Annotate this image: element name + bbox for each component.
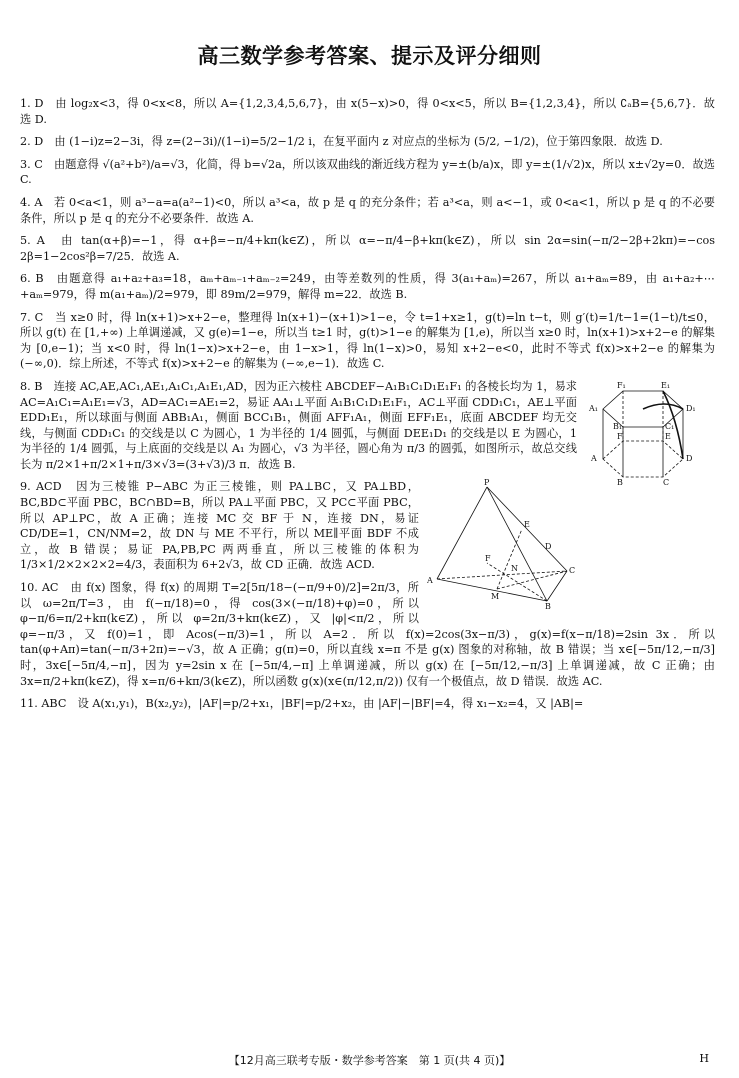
- prism-label: C: [663, 477, 670, 487]
- hexagonal-prism-figure: [585, 379, 715, 487]
- footer-text: 【12月高三联考专版・数学参考答案 第 1 页(共 4 页)】: [228, 1054, 511, 1067]
- pyramid-label: F: [485, 554, 491, 564]
- pyramid-label: P: [484, 479, 490, 488]
- answer-q8: 8. B 连接 AC,AE,AC₁,AE₁,A₁C₁,A₁E₁,AD，因为正六棱柱 ABCDEF−A₁B₁C₁D₁E₁F₁ 的各棱长均为 1，易求 AC=A₁C₁=A₁E₁=√3，AD=AC₁=AE₁=2，易证 AA₁⊥平面 A₁B₁C₁D₁E₁F₁，AC⊥平面 CDD₁C₁，AE⊥平面 EDD₁E₁，所以球面与侧面 ABB₁A₁，侧面 BCC₁B₁，侧面 AFF₁A₁，侧面 EFF₁E₁，底面 ABCDEF 均无交线，与侧面 CDD₁C₁ 的交线是以 C 为圆心，1 为半径的 1/4 圆弧，与侧面 DEE₁D₁ 的交线是以 E 为圆心，1 为半径的 1/4 圆弧，与上底面的交线是以 A₁ 为圆心，√3 为半径，圆心角为 π/3 的圆弧，如图所示，故总交线长为 π/2×1+π/2×1+π/3×√3=(3+√3)/3 π．故选 B.: [20, 379, 577, 471]
- answer-q5: 5. A 由 tan(α+β)=−1，得 α+β=−π/4+kπ(k∈Z)，所以 α=−π/4−β+kπ(k∈Z)，所以 sin 2α=sin(−π/2−2β+2kπ)=−cos 2β=1−2cos²β=7/25．故选 A.: [20, 234, 715, 263]
- prism-label: C₁: [665, 421, 675, 431]
- prism-label: D₁: [686, 403, 696, 413]
- pyramid-label: A: [427, 576, 433, 586]
- prism-label: E: [665, 431, 671, 441]
- prism-label: B: [617, 477, 623, 487]
- answer-q4: 4. A 若 0<a<1，则 a³−a=a(a²−1)<0，所以 a³<a，故 p 是 q 的充分条件；若 a³<a，则 a<−1，或 0<a<1，所以 p 是 q 的不必要条件，所以 p 是 q 的充分不必要条件．故选 A.: [20, 195, 715, 225]
- prism-label: A₁: [589, 403, 598, 413]
- pyramid-label: E: [524, 520, 530, 530]
- prism-label: E₁: [661, 380, 671, 390]
- footer-mark: H: [699, 1052, 709, 1065]
- answer-q3: 3. C 由题意得 √(a²+b²)/a=√3，化简，得 b=√2a，所以该双曲线的渐近线方程为 y=±(b/a)x，即 y=±(1/√2)x，所以 x±√2y=0．故选 C.: [20, 157, 715, 187]
- prism-label: A: [591, 453, 597, 463]
- prism-label: F: [617, 431, 623, 441]
- pyramid-figure: [427, 479, 577, 609]
- answer-q11: 11. ABC 设 A(x₁,y₁)，B(x₂,y₂)，|AF|=p/2+x₁，|BF|=p/2+x₂，由 |AF|−|BF|=4，得 x₁−x₂=4，又 |AB|=: [20, 697, 584, 711]
- pyramid-label: B: [545, 602, 551, 610]
- prism-label: B₁: [613, 421, 623, 431]
- answer-q1: 1. D 由 log₂x<3，得 0<x<8，所以 A={1,2,3,4,5,6,7}，由 x(5−x)>0，得 0<x<5，所以 B={1,2,3,4}，所以 ∁ₐB={5,6,7}．故选 D.: [20, 97, 715, 126]
- page-footer: [0, 1052, 739, 1068]
- answer-q7: 7. C 当 x≥0 时，得 ln(x+1)>x+2−e，整理得 ln(x+1)−(x+1)>1−e，令 t=1+x≥1，g(t)=ln t−t，则 g′(t)=1/t−1=(1−t)/t≤0，所以 g(t) 在 [1,+∞) 上单调递减，又 g(e)=1−e，所以当 t≥1 时，g(t)>1−e 的解集为 [1,e)，所以当 x≥0 时，ln(x+1)>x+2−e 的解集为 [0,e−1)；当 x<0 时，得 ln(1−x)>x+2−e，由 1−x>1，得 ln(1−x)>0，易知 x+2−e<0，此时不等式 f(x)>x+2−e 的解集为 (−∞,0)．综上所述，不等式 f(x)>x+2−e 的解集为 (−∞,e−1)．故选 C.: [20, 310, 715, 371]
- pyramid-label: M: [491, 592, 500, 602]
- prism-label: F₁: [617, 380, 626, 390]
- answer-list: [20, 96, 715, 719]
- answer-q9: 9. ACD 因为三棱锥 P−ABC 为正三棱锥，则 PA⊥BC，又 PA⊥BD，BC,BD⊂平面 PBC，BC∩BD=B，所以 PA⊥平面 PBC，又 PC⊂平面 PBC，所以 AP⊥PC，故 A 正确；连接 MC 交 BF 于 N，连接 DN，易证 CD/DE=1，CN/NM=2，故 DN 与 ME 不平行，所以 ME∥平面 BDF 不成立，故 B 错误；易证 PA,PB,PC 两两垂直，所以三棱锥的体积为 1/3×1/2×2×2×2=4/3，表面积为 6+2√3，故 CD 正确．故选 ACD.: [20, 480, 419, 572]
- pyramid-label: N: [511, 564, 518, 574]
- answer-q2: 2. D 由 (1−i)z=2−3i，得 z=(2−3i)/(1−i)=5/2−1/2 i，在复平面内 z 对应点的坐标为 (5/2, −1/2)，位于第四象限．故选 D.: [20, 135, 663, 149]
- page-title: 高三数学参考答案、提示及评分细则: [197, 44, 542, 68]
- pyramid-label: C: [569, 566, 576, 576]
- prism-label: D: [686, 453, 693, 463]
- answer-q10: 10. AC 由 f(x) 图象，得 f(x) 的周期 T=2[5π/18−(−π/9+0)/2]=2π/3，所以 ω=2π/T=3，由 f(−π/18)=0，得 cos(3×(−π/18)+φ)=0，所以 φ−π/6=π/2+kπ(k∈Z)，所以 φ=2π/3+kπ(k∈Z)，又 |φ|<π/2，所以 φ=−π/3，又 f(0)=1，即 Acos(−π/3)=1，所以 A=2．所以 f(x)=2cos(3x−π/3)，g(x)=f(x−π/18)=2sin 3x．所以 tan(φ+Aπ)=tan(−π/3+2π)=−√3，故 A 正确；g(π)=0，所以直线 x=π 不是 g(x) 图象的对称轴，故 B 错误；当 x∈[−5π/12,−π/3] 时，3x∈[−5π/4,−π]，因为 y=2sin x 在 [−5π/4,−π] 上单调递减，所以 g(x) 在 [−5π/12,−π/3] 上单调递减，故 C 正确；由 3x=π/2+kπ(k∈Z)，得 x=π/6+kπ/3(k∈Z)，所以函数 g(x)(x∈(π/12,π/2)) 仅有一个极值点，故 D 错误．故选 AC.: [20, 581, 715, 688]
- pyramid-label: D: [545, 542, 552, 552]
- answer-q6: 6. B 由题意得 a₁+a₂+a₃=18，aₘ+aₘ₋₁+aₘ₋₂=249，由等差数列的性质，得 3(a₁+aₘ)=267，所以 a₁+aₘ=89，由 a₁+a₂+⋯+aₘ=979，得 m(a₁+aₘ)/2=979，即 89m/2=979，解得 m=22．故选 B.: [20, 272, 715, 301]
